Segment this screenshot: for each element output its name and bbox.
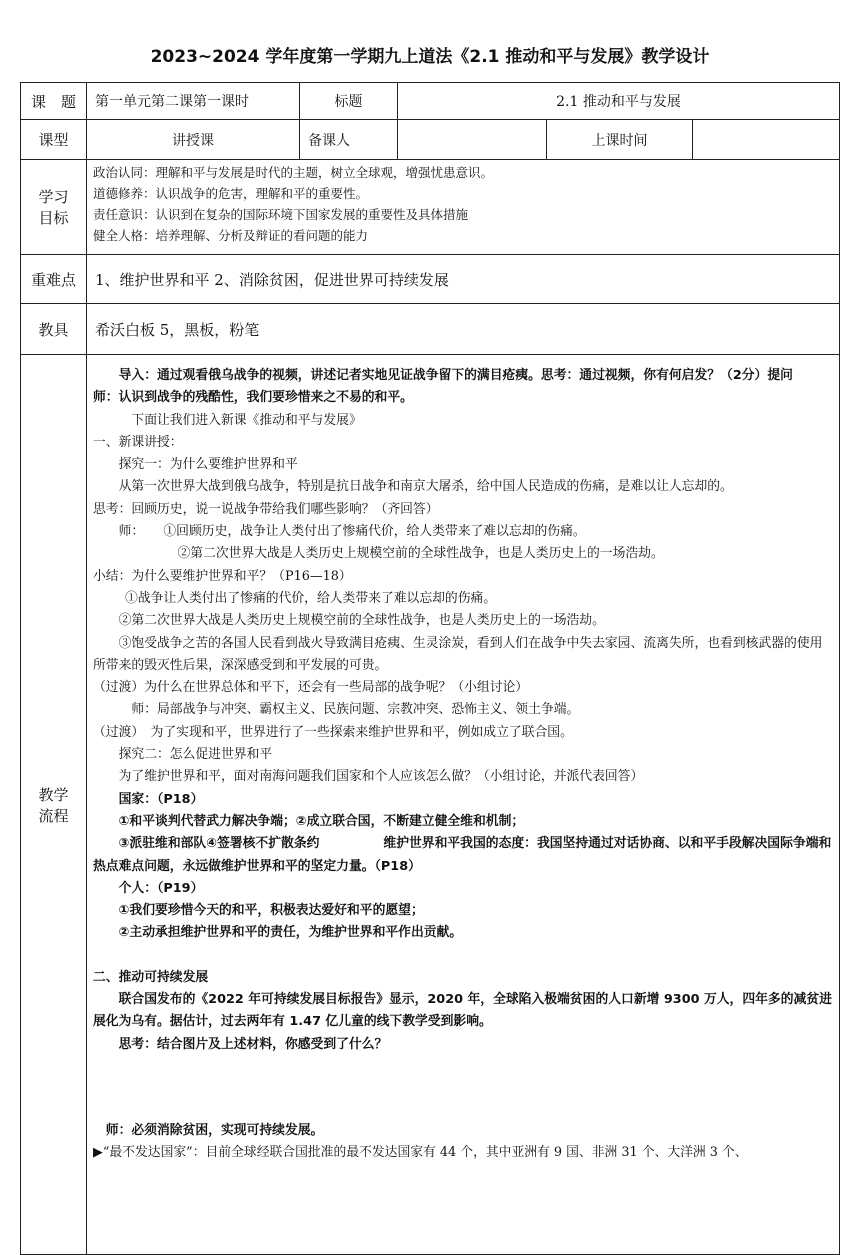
teaching-flow	[87, 355, 840, 1255]
flow-line: ①和平谈判代替武力解决争端；②成立联合国，不断建立健全维和机制；	[118, 813, 525, 829]
flow-label: 教学 流程	[21, 355, 87, 1255]
flow-paragraph: ③派驻维和部队④签署核不扩散条约 维护世界和平我国的态度：我国坚持通过对话协商、以和平手段解决国际争端和热点难点问题，永远做维护世界和平的坚定力量。（P18）	[93, 836, 832, 874]
section-heading: 一、新课讲授：	[93, 434, 183, 450]
flow-line: 从第一次世界大战到俄乌战争，特别是抗日战争和南京大屠杀，给中国人民造成的伤痛，是难以让人忘却的。	[118, 479, 733, 495]
type-value: 讲授课	[87, 120, 300, 160]
lesson-plan-table	[20, 82, 840, 1255]
flow-line: 小结：为什么要维护世界和平？（P16—18）	[93, 568, 352, 584]
flow-line: 师：局部战争与冲突、霸权主义、民族问题、宗教冲突、恐怖主义、领土争端。	[131, 702, 580, 718]
lesson-label: 课 题	[21, 83, 87, 120]
flow-line: （过渡） 为了实现和平，世界进行了一些探索来维护世界和平，例如成立了联合国。	[93, 724, 573, 740]
flow-line: ②主动承担维护世界和平的责任，为维护世界和平作出贡献。	[118, 925, 463, 941]
flow-line: ▶“最不发达国家”：目前全球经联合国批准的最不发达国家有 44 个，其中亚洲有 9 国、非洲 31 个、大洋洲 3 个、	[93, 1145, 748, 1161]
inquiry-heading: 探究二：怎么促进世界和平	[118, 747, 273, 763]
flow-line: 国家：（P18）	[118, 791, 204, 807]
key-points-label: 重难点	[21, 255, 87, 304]
type-label: 课型	[21, 120, 87, 160]
title-label: 标题	[300, 83, 398, 120]
tools-value: 希沃白板 5，黑板，粉笔	[87, 304, 840, 355]
goals-list	[87, 160, 840, 255]
flow-line: 师： ①回顾历史，战争让人类付出了惨痛代价，给人类带来了难以忘却的伤痛。	[118, 524, 586, 540]
flow-line: （过渡）为什么在世界总体和平下，还会有一些局部的战争呢？（小组讨论）	[93, 680, 529, 696]
flow-paragraph: ③饱受战争之苦的各国人民看到战火导致满目疮痍、生灵涂炭，看到人们在战争中失去家园、流离失所，也看到核武器的使用所带来的毁灭性后果，深深感受到和平发展的可贵。	[93, 635, 823, 673]
intro-paragraph: 导入：通过观看俄乌战争的视频，讲述记者实地见证战争留下的满目疮痍。思考：通过视频，你有何启发？（2分）提问 师：认识到战争的残酷性，我们要珍惜来之不易的和平。	[93, 368, 823, 406]
key-points-value: 1、维护世界和平 2、消除贫困，促进世界可持续发展	[87, 255, 840, 304]
tools-label: 教具	[21, 304, 87, 355]
document-title: 2023~2024 学年度第一学期九上道法《2.1 推动和平与发展》教学设计	[150, 47, 710, 67]
lesson-value: 第一单元第二课第一课时	[87, 83, 300, 120]
inquiry-heading: 探究一：为什么要维护世界和平	[118, 457, 298, 473]
preparer-label: 备课人	[300, 120, 398, 160]
time-value	[693, 120, 840, 160]
title-value: 2.1 推动和平与发展	[398, 83, 840, 120]
goals-label: 学习 目标	[21, 160, 87, 255]
preparer-value	[398, 120, 547, 160]
time-label: 上课时间	[547, 120, 693, 160]
flow-line: 为了维护世界和平，面对南海问题我们国家和个人应该怎么做？（小组讨论，并派代表回答）	[118, 769, 644, 785]
flow-line: 思考：结合图片及上述材料，你感受到了什么？	[118, 1036, 388, 1052]
flow-line: 思考：回顾历史，说一说战争带给我们哪些影响？（齐回答）	[93, 501, 439, 517]
section-heading: 二、推动可持续发展	[93, 969, 209, 985]
flow-line: ②第二次世界大战是人类历史上规模空前的全球性战争，也是人类历史上的一场浩劫。	[177, 546, 664, 562]
flow-line: 个人：（P19）	[118, 880, 204, 896]
flow-line: 下面让我们进入新课《推动和平与发展》	[131, 412, 362, 428]
flow-line: ①战争让人类付出了惨痛的代价，给人类带来了难以忘却的伤痛。	[125, 590, 497, 606]
flow-line: ②第二次世界大战是人类历史上规模空前的全球性战争，也是人类历史上的一场浩劫。	[118, 613, 605, 629]
flow-line: ①我们要珍惜今天的和平，积极表达爱好和平的愿望；	[118, 903, 424, 919]
flow-paragraph: 联合国发布的《2022 年可持续发展目标报告》显示，2020 年，全球陷入极端贫困的人口新增 9300 万人，四年多的减贫进展化为乌有。据估计，过去两年有 1.47 亿儿童的线下教学受到影响。	[93, 992, 832, 1030]
goal-item: 责任意识：认识到在复杂的国际环境下国家发展的重要性及具体措施	[93, 207, 469, 222]
flow-line: 师：必须消除贫困，实现可持续发展。	[105, 1122, 324, 1138]
goal-item: 道德修养：认识战争的危害，理解和平的重要性。	[93, 186, 369, 201]
goal-item: 政治认同：理解和平与发展是时代的主题，树立全球观，增强忧患意识。	[93, 165, 494, 180]
goal-item: 健全人格：培养理解、分析及辩证的看问题的能力	[93, 228, 369, 243]
